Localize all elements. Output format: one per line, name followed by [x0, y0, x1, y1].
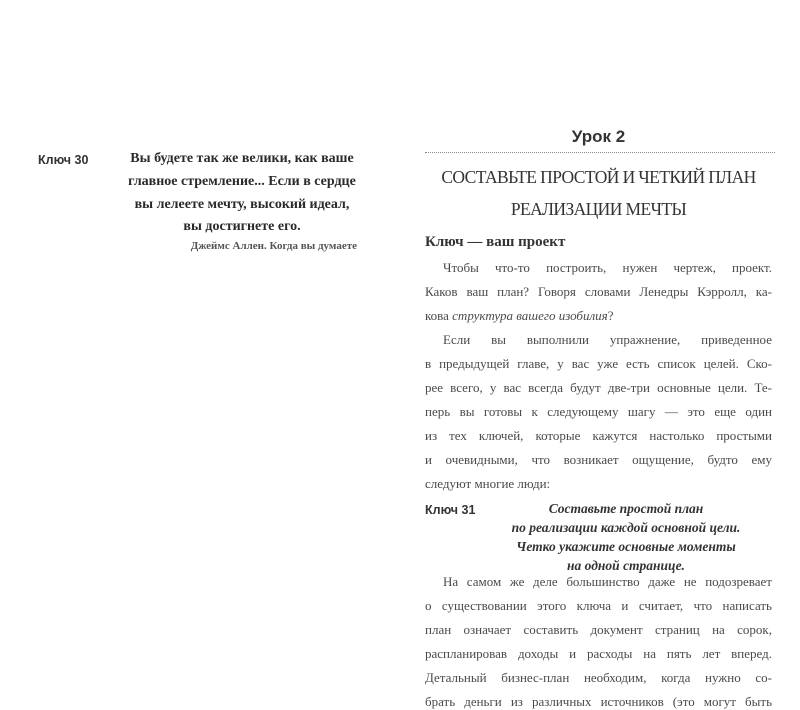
text: кова [425, 308, 453, 323]
subheading: Ключ — ваш проект [425, 234, 566, 250]
text-line: следуют многие люди: [425, 476, 551, 491]
text-line: план означает составить документ страниц на сорок, [425, 622, 772, 637]
quote-line: вы достигнете его. [183, 219, 301, 234]
text-line: брать деньги из различных источников (это могут быть [425, 694, 772, 709]
key-31-label: Ключ 31 [425, 503, 476, 517]
quote-attribution: Джеймс Аллен. Когда вы думаете [190, 240, 357, 252]
text-line [425, 308, 772, 324]
key-30-label: Ключ 30 [38, 153, 89, 167]
key-line: по реализации каждой основной цели. [511, 520, 741, 535]
text-line: о существовании этого ключа и считает, что написать [425, 598, 772, 613]
text-line: Каков ваш план? Говоря словами Ленедры Кэрролл, ка- [425, 284, 772, 299]
text-line: рее всего, у вас всегда будут две-три основные цели. Те- [425, 380, 772, 395]
key-line: Четко укажите основные моменты [516, 539, 736, 554]
text-line: и очевидными, что возникает ощущение, будто ему [425, 452, 772, 467]
divider [425, 152, 775, 153]
quote-line: главное стремление... Если в сердце [128, 174, 356, 189]
chapter-title: СОСТАВЬТЕ ПРОСТОЙ И ЧЕТКИЙ ПЛАН [441, 167, 756, 187]
text-line: Чтобы что-то построить, нужен чертеж, проект. [443, 260, 772, 275]
chapter-title: РЕАЛИЗАЦИИ МЕЧТЫ [510, 199, 687, 219]
text-line: Детальный бизнес-план необходим, когда нужно со- [425, 670, 772, 685]
key-line: Составьте простой план [548, 501, 704, 516]
key-line: на одной странице. [567, 558, 685, 573]
quote-line: вы лелеете мечту, высокий идеал, [134, 197, 350, 212]
text-line: На самом же деле большинство даже не подозревает [443, 574, 772, 589]
text-line: в предыдущей главе, у вас уже есть список целей. Ско- [425, 356, 772, 371]
quote-line: Вы будете так же велики, как ваше [130, 151, 354, 166]
text-line: из тех ключей, которые кажутся настолько простыми [425, 428, 772, 443]
lesson-label: Урок 2 [571, 127, 626, 146]
emphasis: структура вашего изобилия [452, 308, 608, 323]
text-line: Если вы выполнили упражнение, приведенное [443, 332, 772, 347]
text: ? [607, 308, 614, 323]
text-line: распланировав доходы и расходы на пять лет вперед. [425, 646, 772, 661]
text-line: перь вы готовы к следующему шагу — это еще один [425, 404, 772, 419]
